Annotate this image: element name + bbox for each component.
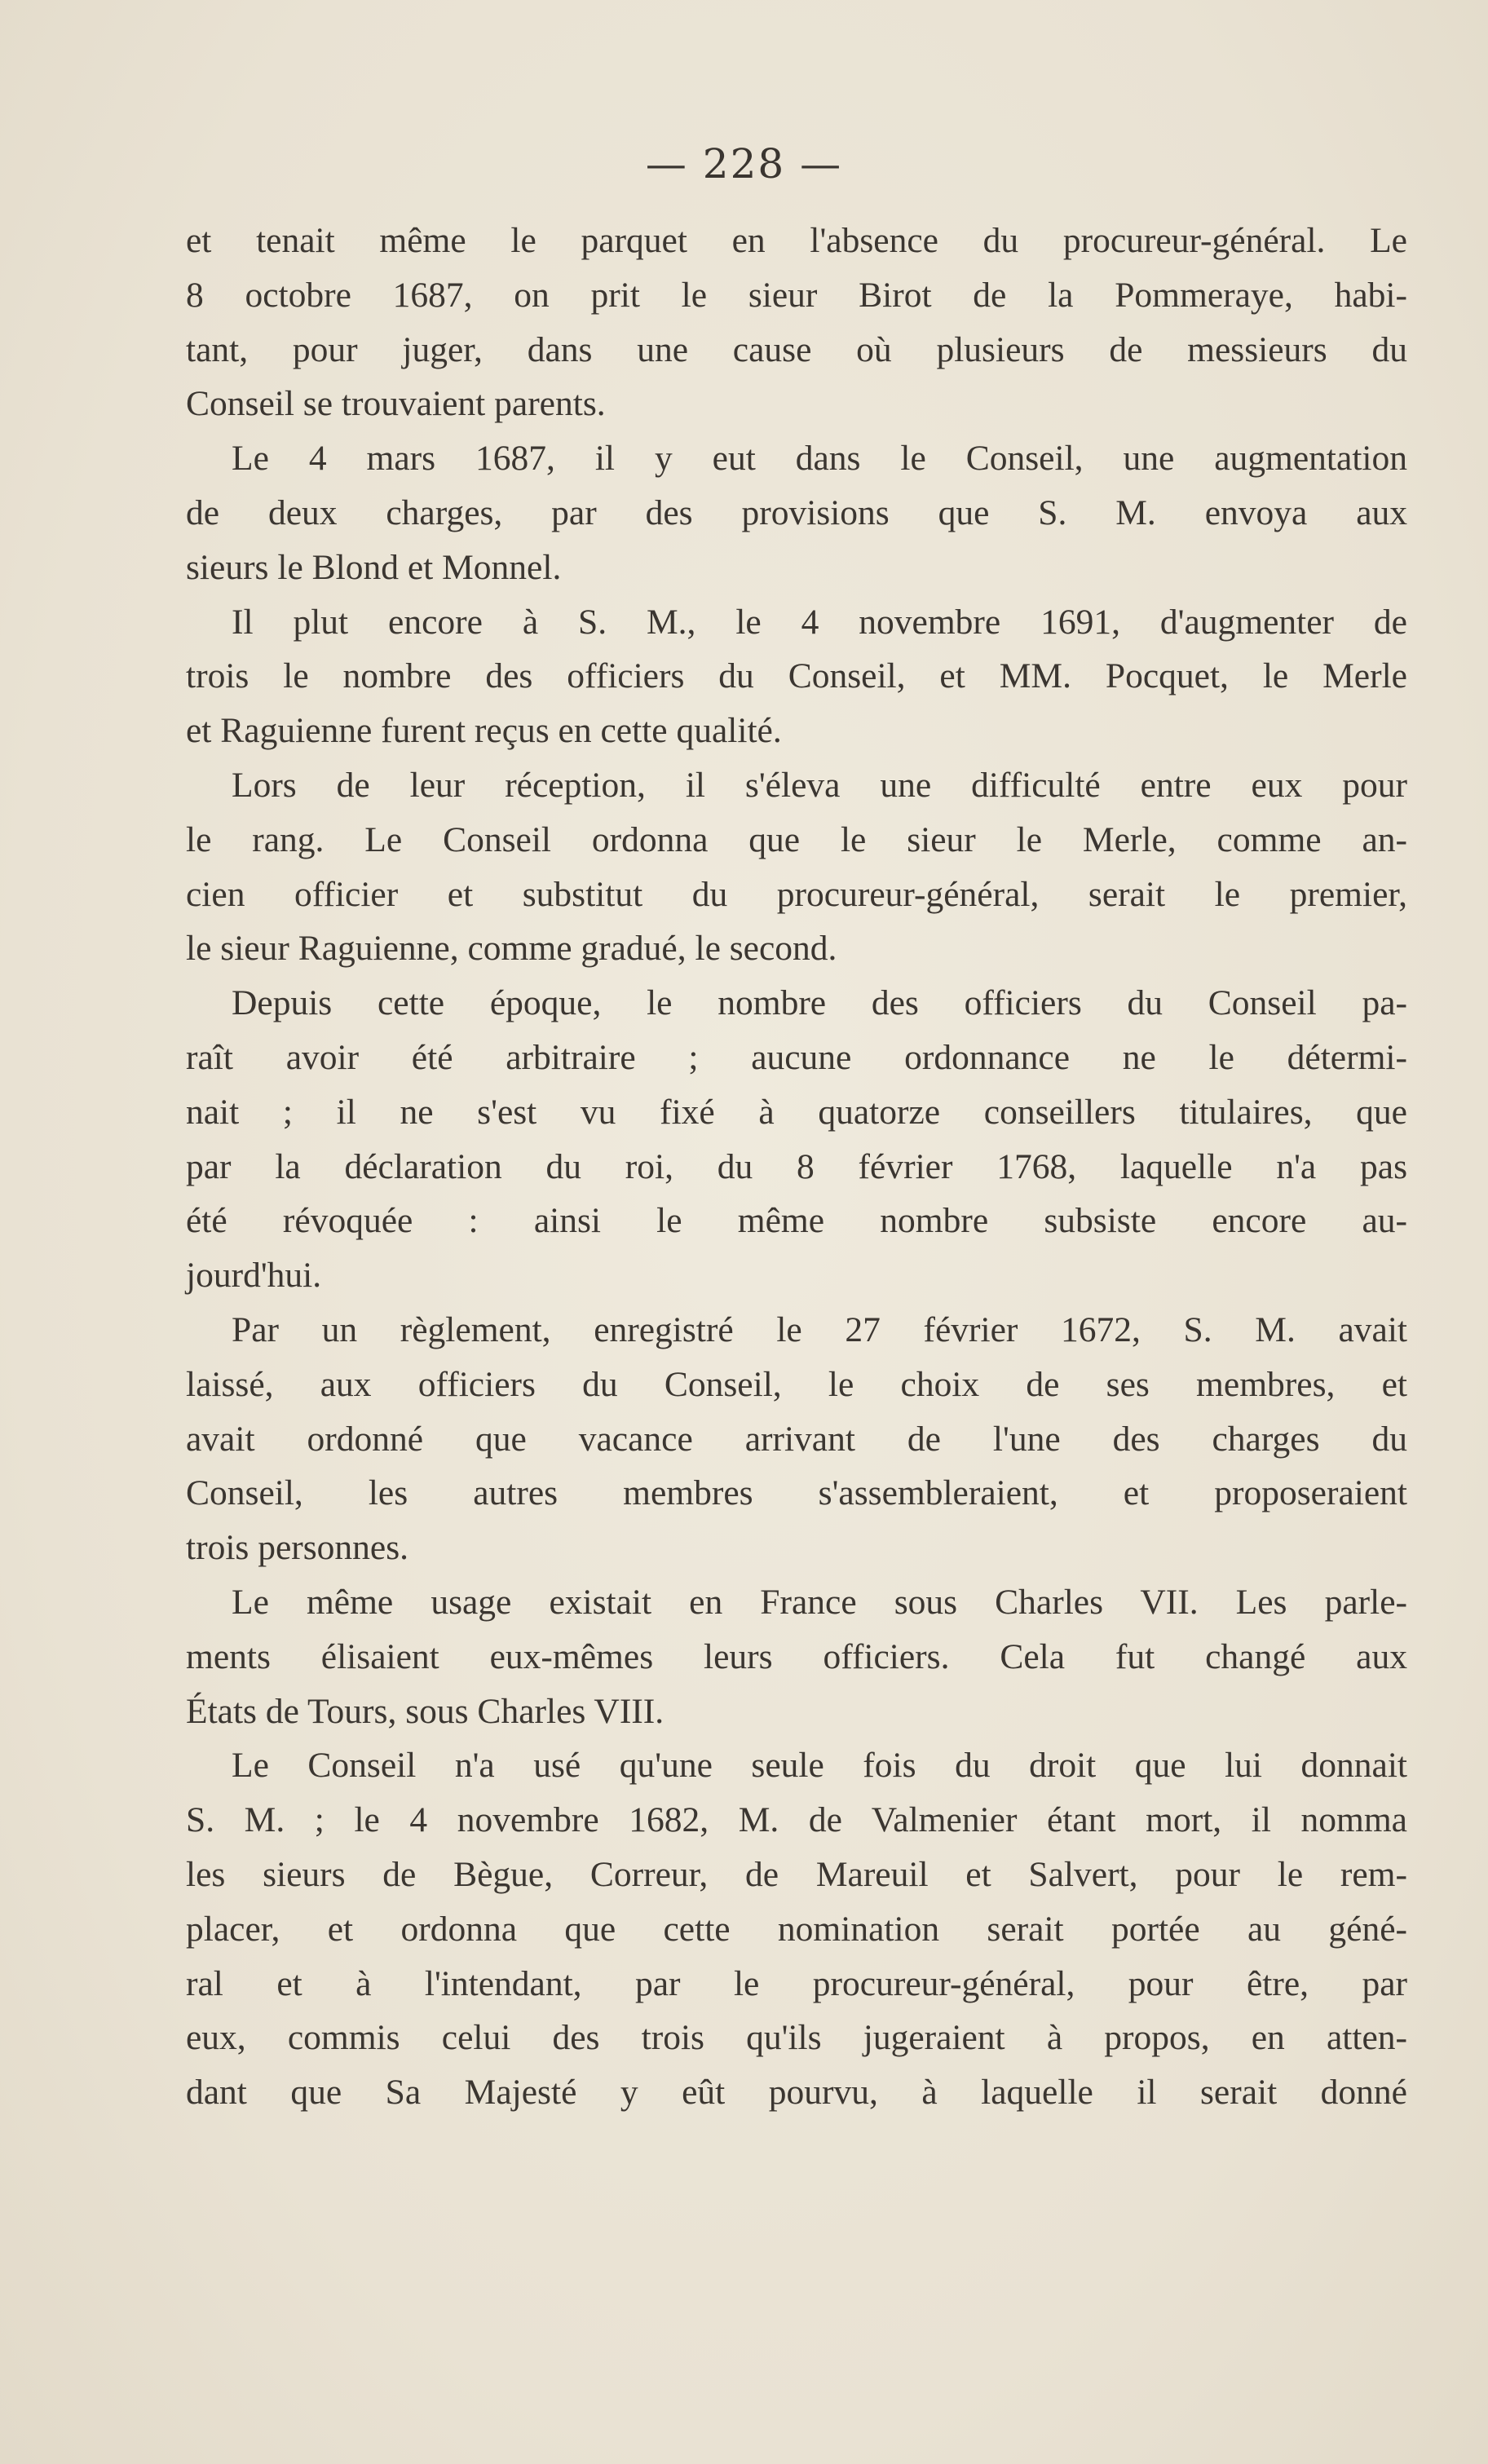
text-line: 8 octobre 1687, on prit le sieur Birot de la Pommeraye, habi-: [186, 275, 1407, 315]
text-line: les sieurs de Bègue, Correur, de Mareuil et Salvert, pour le rem-: [186, 1854, 1407, 1894]
page-number: — 228 —: [645, 140, 843, 188]
text-line: jourd'hui.: [186, 1256, 322, 1296]
text-line: sieurs le Blond et Monnel.: [186, 547, 562, 587]
text-line: nait ; il ne s'est vu fixé à quatorze conseillers titulaires, que: [186, 1092, 1407, 1132]
text-line: Conseil se trouvaient parents.: [186, 384, 606, 424]
text-line: de deux charges, par des provisions que S. M. envoya aux: [186, 492, 1407, 532]
text-line: cien officier et substitut du procureur-général, serait le premier,: [186, 874, 1407, 914]
paragraph-first-line: Il plut encore à S. M., le 4 novembre 1691, d'augmenter de: [232, 602, 1407, 642]
text-line: eux, commis celui des trois qu'ils jugeraient à propos, en atten-: [186, 2018, 1407, 2058]
text-line: le sieur Raguienne, comme gradué, le second.: [186, 929, 837, 969]
text-line: ral et à l'intendant, par le procureur-général, pour être, par: [186, 1963, 1407, 2003]
paragraph-first-line: Le même usage existait en France sous Charles VII. Les parle-: [232, 1582, 1407, 1622]
text-line: trois le nombre des officiers du Conseil, et MM. Pocquet, le Merle: [186, 656, 1407, 696]
text-line: avait ordonné que vacance arrivant de l'une des charges du: [186, 1419, 1407, 1459]
text-line: trois personnes.: [186, 1528, 409, 1568]
text-line: le rang. Le Conseil ordonna que le sieur le Merle, comme an-: [186, 819, 1407, 859]
text-line: par la déclaration du roi, du 8 février 1768, laquelle n'a pas: [186, 1146, 1407, 1186]
paragraph-first-line: Le 4 mars 1687, il y eut dans le Conseil, une augmentation: [232, 439, 1407, 479]
text-line: États de Tours, sous Charles VIII.: [186, 1691, 665, 1731]
text-line: S. M. ; le 4 novembre 1682, M. de Valmenier étant mort, il nomma: [186, 1800, 1407, 1840]
text-line: laissé, aux officiers du Conseil, le choix de ses membres, et: [186, 1364, 1407, 1404]
text-line: et Raguienne furent reçus en cette qualité.: [186, 711, 782, 751]
text-line: dant que Sa Majesté y eût pourvu, à laquelle il serait donné: [186, 2073, 1407, 2113]
text-line: tant, pour juger, dans une cause où plusieurs de messieurs du: [186, 329, 1407, 369]
text-line: placer, et ordonna que cette nomination serait portée au géné-: [186, 1909, 1407, 1949]
text-line: et tenait même le parquet en l'absence du procureur-général. Le: [186, 221, 1407, 260]
text-line: raît avoir été arbitraire ; aucune ordonnance ne le détermi-: [186, 1037, 1407, 1077]
text-line: été révoquée : ainsi le même nombre subsiste encore au-: [186, 1201, 1407, 1241]
text-line: Conseil, les autres membres s'assembleraient, et proposeraient: [186, 1473, 1407, 1513]
paragraph-first-line: Le Conseil n'a usé qu'une seule fois du droit que lui donnait: [232, 1746, 1407, 1786]
paragraph-first-line: Lors de leur réception, il s'éleva une difficulté entre eux pour: [232, 765, 1407, 805]
paragraph-first-line: Par un règlement, enregistré le 27 février 1672, S. M. avait: [232, 1309, 1407, 1349]
paragraph-first-line: Depuis cette époque, le nombre des officiers du Conseil pa-: [232, 983, 1407, 1023]
text-line: ments élisaient eux-mêmes leurs officiers. Cela fut changé aux: [186, 1636, 1407, 1676]
body-text: [186, 214, 1407, 2120]
